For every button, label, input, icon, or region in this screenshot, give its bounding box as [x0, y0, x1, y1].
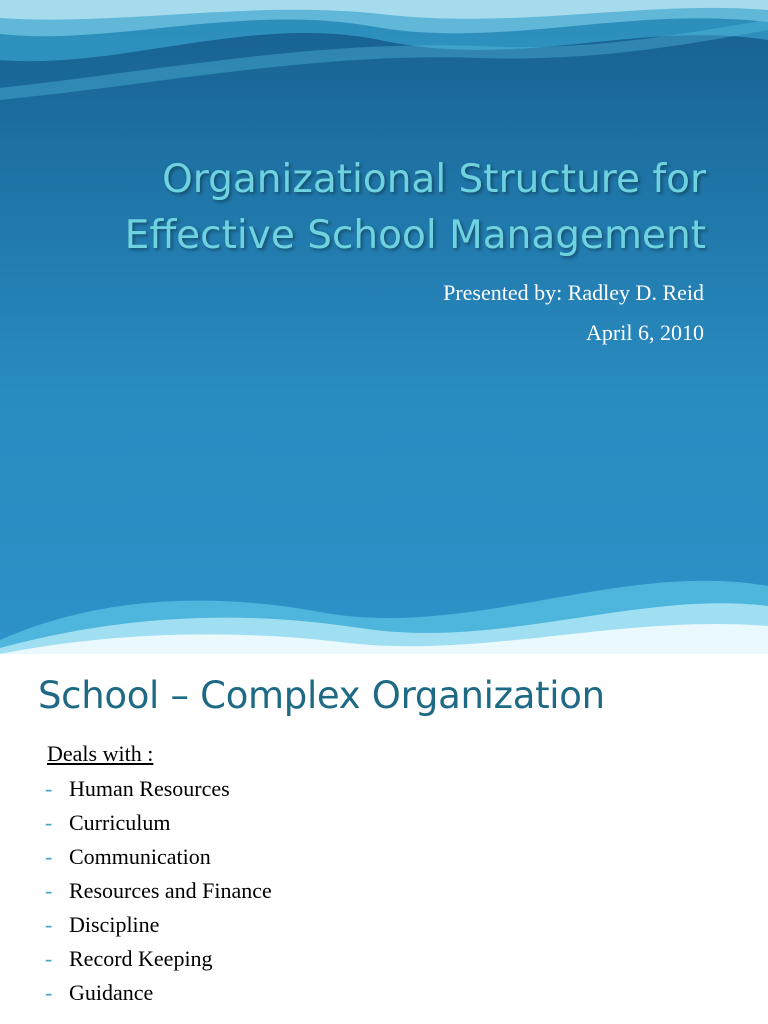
content-slide	[0, 654, 768, 1024]
bullet-dash: -	[45, 776, 53, 801]
list-item	[45, 874, 272, 908]
topic-list	[45, 772, 272, 1010]
bullet-dash: -	[45, 980, 53, 1005]
list-item	[45, 942, 272, 976]
presentation-title	[0, 152, 706, 264]
list-item	[45, 976, 272, 1010]
list-item-text: Discipline	[69, 912, 160, 937]
bullet-dash: -	[45, 878, 53, 903]
list-item-text: Guidance	[69, 980, 154, 1005]
list-item	[45, 772, 272, 806]
list-item-text: Communication	[69, 844, 211, 869]
slide-title: School – Complex Organization	[38, 674, 605, 717]
presentation-date: April 6, 2010	[586, 320, 704, 345]
list-intro: Deals with :	[47, 741, 154, 766]
list-item-text: Human Resources	[69, 776, 230, 801]
bullet-dash: -	[45, 946, 53, 971]
list-item-text: Curriculum	[69, 810, 171, 835]
list-item-text: Record Keeping	[69, 946, 213, 971]
title-line-1: Organizational Structure for	[162, 157, 706, 202]
title-line-2: Effective School Management	[124, 213, 706, 258]
bullet-dash: -	[45, 912, 53, 937]
list-item	[45, 840, 272, 874]
bullet-dash: -	[45, 810, 53, 835]
list-item	[45, 908, 272, 942]
presenter-name: Presented by: Radley D. Reid	[443, 280, 704, 305]
list-item	[45, 806, 272, 840]
list-item-text: Resources and Finance	[69, 878, 272, 903]
bullet-dash: -	[45, 844, 53, 869]
